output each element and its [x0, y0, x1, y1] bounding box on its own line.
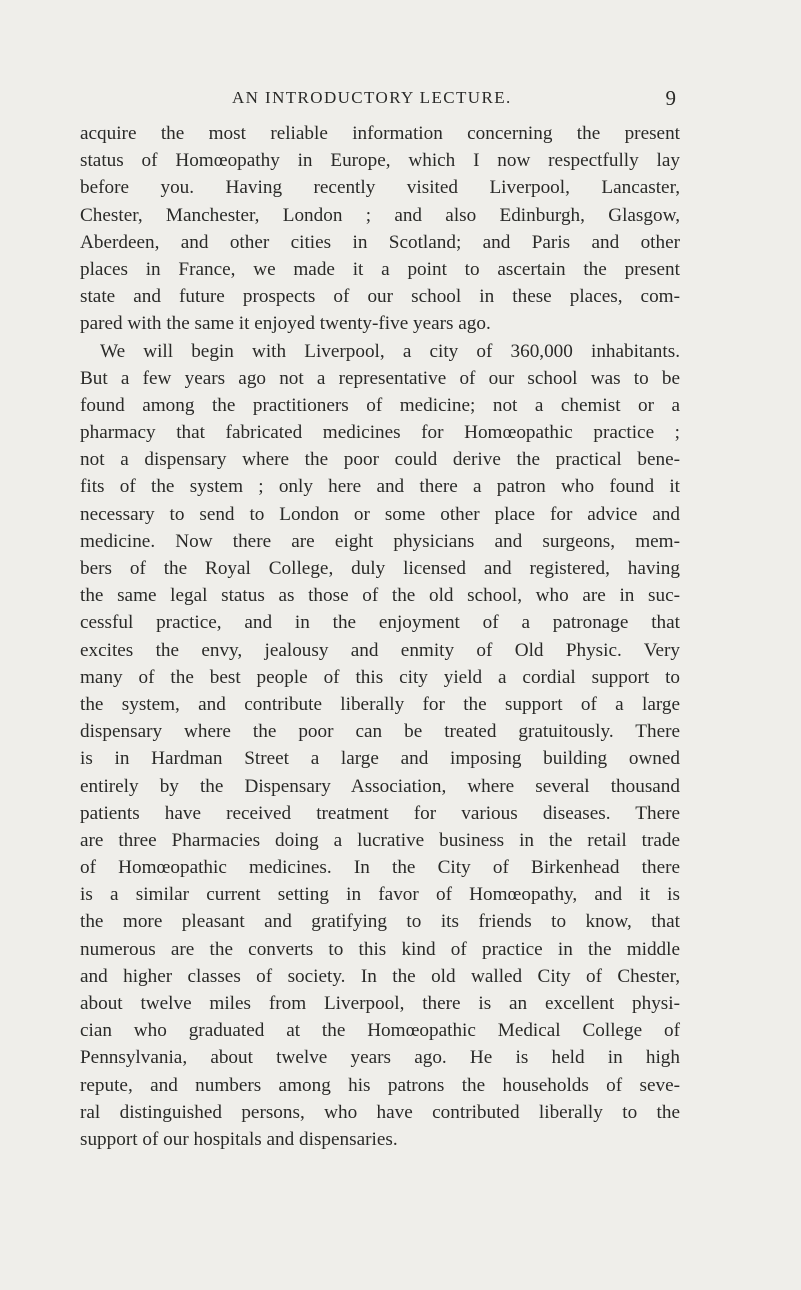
- text-line: Chester, Manchester, London ; and also Edinburgh, Glasgow,: [80, 204, 680, 226]
- text-line: not a dispensary where the poor could derive the practical bene-: [80, 449, 680, 471]
- text-line: the same legal status as those of the old school, who are in suc-: [80, 585, 680, 607]
- text-line: dispensary where the poor can be treated gratuitously. There: [80, 721, 680, 743]
- text-line: are three Pharmacies doing a lucrative business in the retail trade: [80, 829, 680, 851]
- text-line: the more pleasant and gratifying to its friends to know, that: [80, 911, 680, 933]
- text-line: and higher classes of society. In the old walled City of Chester,: [80, 965, 680, 987]
- running-head: [80, 88, 680, 110]
- text-line: pared with the same it enjoyed twenty-five years ago.: [80, 313, 491, 335]
- text-line: patients have received treatment for various diseases. There: [80, 802, 680, 824]
- body-text: [80, 120, 680, 1153]
- page-number: 9: [665, 86, 676, 110]
- text-line: status of Homœopathy in Europe, which I now respectfully lay: [80, 150, 680, 172]
- text-line: is a similar current setting in favor of Homœopathy, and it is: [80, 884, 680, 906]
- text-line: of Homœopathic medicines. In the City of Birkenhead there: [80, 857, 680, 879]
- text-line: entirely by the Dispensary Association, where several thousand: [80, 775, 680, 797]
- text-line: before you. Having recently visited Liverpool, Lancaster,: [80, 177, 680, 199]
- text-line: repute, and numbers among his patrons the households of seve-: [80, 1074, 680, 1096]
- text-line: pharmacy that fabricated medicines for Homœopathic practice ;: [80, 422, 680, 444]
- text-line: cian who graduated at the Homœopathic Medical College of: [80, 1020, 680, 1042]
- running-title: AN INTRODUCTORY LECTURE.: [232, 88, 512, 107]
- text-line: numerous are the converts to this kind of practice in the middle: [80, 938, 680, 960]
- paragraph-start-line: We will begin with Liverpool, a city of 360,000 inhabitants.: [100, 340, 680, 362]
- text-line: state and future prospects of our school in these places, com-: [80, 286, 680, 308]
- text-line: excites the envy, jealousy and enmity of Old Physic. Very: [80, 639, 680, 661]
- text-line: places in France, we made it a point to ascertain the present: [80, 258, 680, 280]
- text-line: cessful practice, and in the enjoyment of a patronage that: [80, 612, 680, 634]
- text-line: fits of the system ; only here and there a patron who found it: [80, 476, 680, 498]
- text-line: ral distinguished persons, who have contributed liberally to the: [80, 1101, 680, 1123]
- text-line: found among the practitioners of medicine; not a chemist or a: [80, 394, 680, 416]
- text-line: many of the best people of this city yield a cordial support to: [80, 666, 680, 688]
- text-line: is in Hardman Street a large and imposing building owned: [80, 748, 680, 770]
- text-line: support of our hospitals and dispensaries.: [80, 1128, 398, 1150]
- text-line: about twelve miles from Liverpool, there is an excellent physi-: [80, 993, 680, 1014]
- text-line: medicine. Now there are eight physicians and surgeons, mem-: [80, 530, 680, 552]
- text-line: Pennsylvania, about twelve years ago. He is held in high: [80, 1047, 680, 1069]
- text-line: acquire the most reliable information concerning the present: [80, 123, 680, 144]
- text-line: Aberdeen, and other cities in Scotland; and Paris and other: [80, 231, 680, 253]
- text-line: necessary to send to London or some other place for advice and: [80, 503, 680, 525]
- text-line: But a few years ago not a representative of our school was to be: [80, 367, 680, 389]
- text-line: the system, and contribute liberally for the support of a large: [80, 693, 680, 715]
- text-line: bers of the Royal College, duly licensed and registered, having: [80, 558, 680, 579]
